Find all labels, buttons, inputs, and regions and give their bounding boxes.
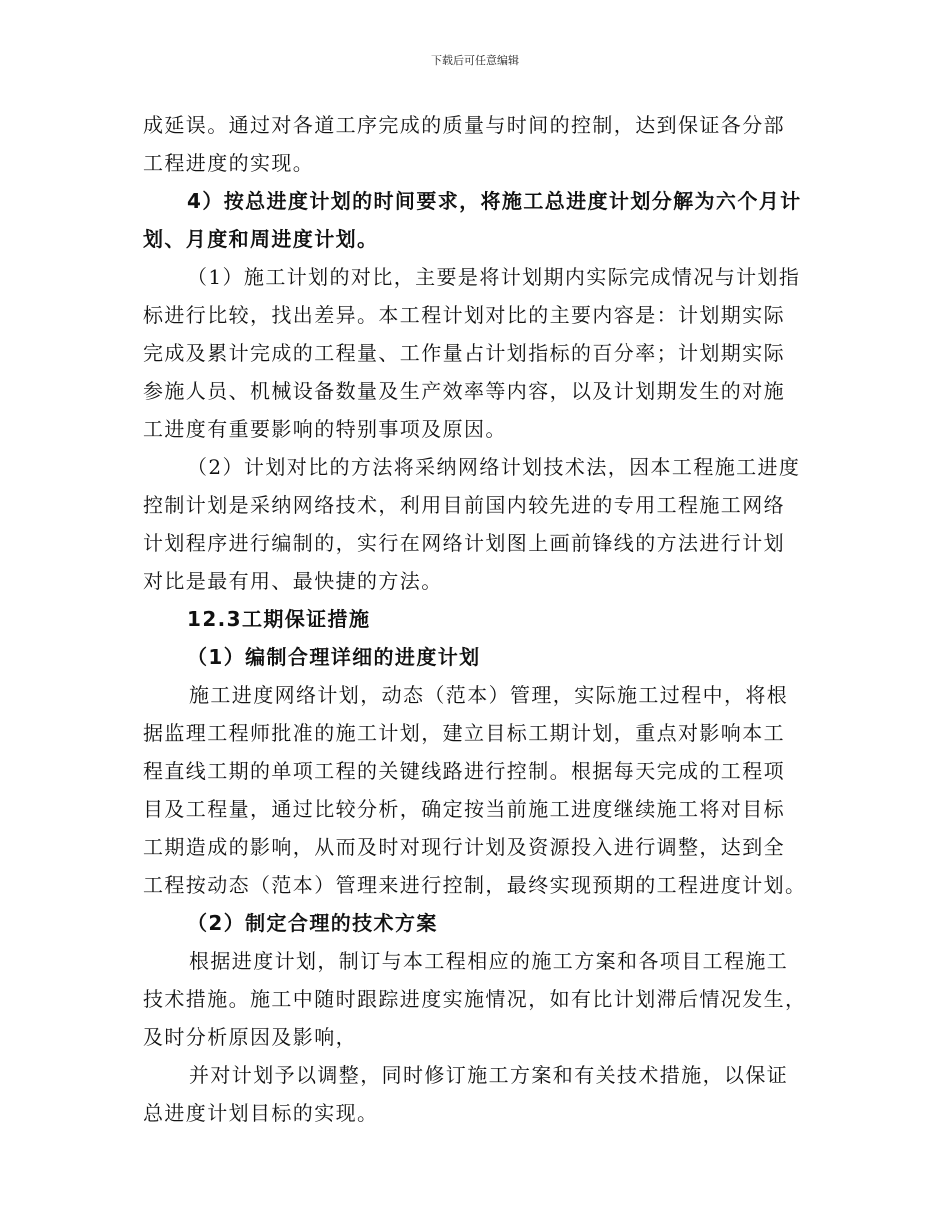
section-heading-line: （2）制定合理的技术方案 xyxy=(187,911,438,935)
paragraph-line: 施工进度网络计划，动态（范本）管理，实际施工过程中，将根 xyxy=(189,683,789,707)
paragraph-line: 并对计划予以调整，同时修订施工方案和有关技术措施，以保证 xyxy=(189,1063,789,1087)
paragraph-line: 根据进度计划，制订与本工程相应的施工方案和各项目工程施工 xyxy=(189,949,789,973)
section-heading-line: （1）编制合理详细的进度计划 xyxy=(187,645,481,669)
section-heading-line: 划、月度和周进度计划。 xyxy=(143,227,379,251)
paragraph-line: 成延误。通过对各道工序完成的质量与时间的控制，达到保证各分部 xyxy=(143,113,785,137)
paragraph-line: 标进行比较，找出差异。本工程计划对比的主要内容是：计划期实际 xyxy=(143,303,785,327)
paragraph-line: 据监理工程师批准的施工计划，建立目标工期计划，重点对影响本工 xyxy=(143,721,785,745)
paragraph-line: 完成及累计完成的工程量、工作量占计划指标的百分率；计划期实际 xyxy=(143,341,785,365)
paragraph-line: （1）施工计划的对比，主要是将计划期内实际完成情况与计划指 xyxy=(187,265,801,289)
paragraph-line: 工进度有重要影响的特别事项及原因。 xyxy=(143,417,507,441)
section-heading-line: 12.3工期保证措施 xyxy=(187,607,371,631)
paragraph-line: 对比是最有用、最快捷的方法。 xyxy=(143,569,443,593)
paragraph-line: （2）计划对比的方法将采纳网络计划技术法，因本工程施工进度 xyxy=(187,455,801,479)
paragraph-line: 工程进度的实现。 xyxy=(143,151,315,175)
page-header: 下载后可任意编辑 xyxy=(431,54,519,67)
paragraph-line: 参施人员、机械设备数量及生产效率等内容，以及计划期发生的对施 xyxy=(143,379,785,403)
paragraph-line: 技术措施。施工中随时跟踪进度实施情况，如有比计划滞后情况发生， xyxy=(143,987,807,1011)
paragraph-line: 目及工程量，通过比较分析，确定按当前施工进度继续施工将对目标 xyxy=(143,797,785,821)
paragraph-line: 控制计划是采纳网络技术，利用目前国内较先进的专用工程施工网络 xyxy=(143,493,785,517)
paragraph-line: 及时分析原因及影响， xyxy=(143,1025,357,1049)
paragraph-line: 总进度计划目标的实现。 xyxy=(143,1101,379,1125)
document-body xyxy=(143,106,833,1132)
paragraph-line: 计划程序进行编制的，实行在网络计划图上画前锋线的方法进行计划 xyxy=(143,531,785,555)
paragraph-line: 程直线工期的单项工程的关键线路进行控制。根据每天完成的工程项 xyxy=(143,759,785,783)
paragraph-line: 工期造成的影响，从而及时对现行计划及资源投入进行调整，达到全 xyxy=(143,835,785,859)
paragraph-line: 工程按动态（范本）管理来进行控制，最终实现预期的工程进度计划。 xyxy=(143,873,807,897)
section-heading-line: 4）按总进度计划的时间要求，将施工总进度计划分解为六个月计 xyxy=(187,189,802,213)
